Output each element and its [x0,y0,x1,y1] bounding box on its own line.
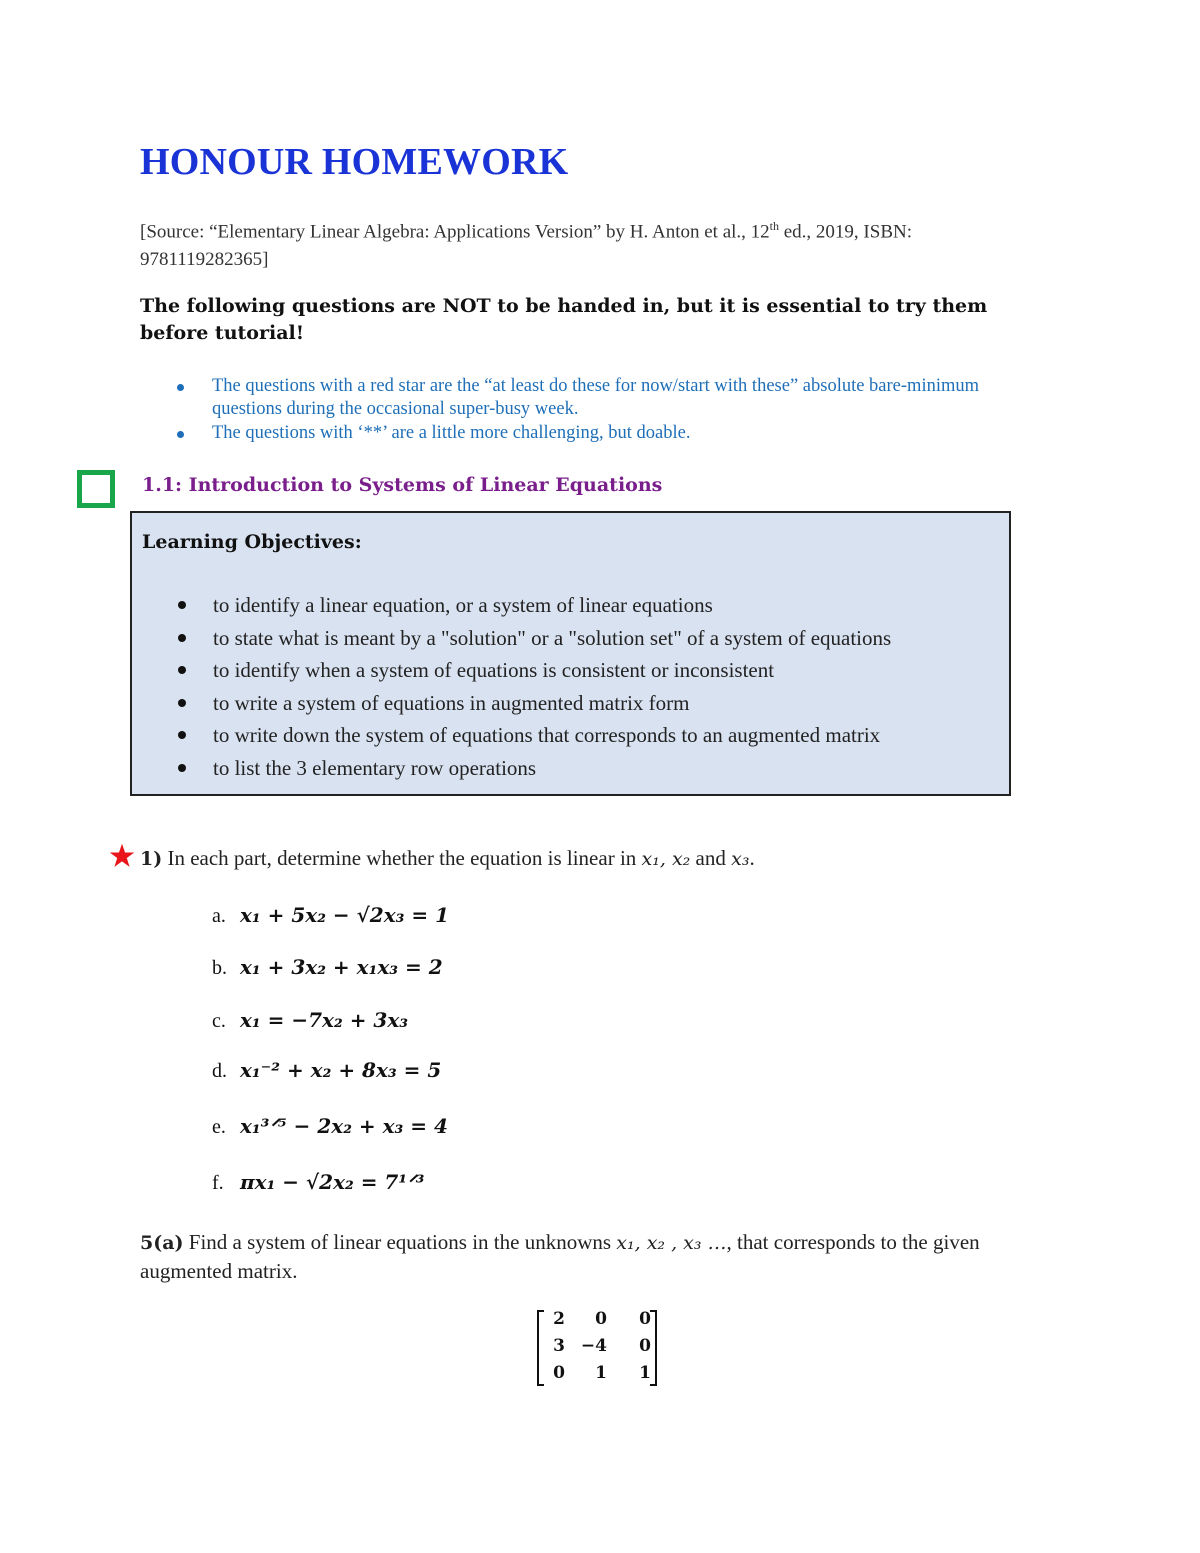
learning-objectives-box [130,511,1011,796]
question-1 [140,846,755,871]
question-part [212,1058,441,1083]
equation: x₁⁻² + x₂ + 8x₃ = 5 [240,1058,442,1082]
part-label: a. [212,905,226,927]
equation: πx₁ − √2x₂ = 7¹ᐟ³ [240,1170,425,1194]
list-item: to identify a linear equation, or a system of linear equations [142,589,891,622]
matrix-cell: 0 [553,1363,565,1383]
list-item: The questions with a red star are the “at least do these for now/start with these” absolute bare-minimum questions during the occasional super-busy week. [140,375,1040,421]
question-part [212,1008,408,1033]
list-item: to list the 3 elementary row operations [142,752,891,785]
list-item: The questions with ‘**’ are a little more challenging, but doable. [140,422,1040,445]
math-variable: x₃ [731,848,750,870]
equation: x₁ = −7x₂ + 3x₃ [240,1008,409,1032]
part-label: d. [212,1060,227,1082]
section-heading: 1.1: Introduction to Systems of Linear Equations [142,474,663,496]
page-title: HONOUR HOMEWORK [140,141,569,183]
question-text: and [690,846,732,870]
objectives-title: Learning Objectives: [142,531,362,553]
question-text: In each part, determine whether the equation is linear in [162,846,642,870]
source-superscript: th [769,219,779,233]
matrix-cell: −4 [580,1336,607,1356]
question-number: 1) [140,848,163,870]
question-part [212,1170,424,1195]
objectives-list [142,589,891,785]
source-text: [Source: “Elementary Linear Algebra: Applications Version” by H. Anton et al., 12 [140,221,770,243]
math-variables: x₁, x₂ [641,848,691,870]
section-checkbox[interactable] [77,470,115,508]
part-label: c. [212,1010,226,1032]
list-item: to write down the system of equations that corresponds to an augmented matrix [142,719,891,752]
matrix-cell: 1 [595,1363,607,1383]
matrix-cell: 0 [639,1309,651,1329]
question-text: . [749,846,755,870]
question-5a [140,1228,1040,1285]
matrix-cell: 1 [639,1363,651,1383]
list-item: to write a system of equations in augmented matrix form [142,687,891,720]
equation: x₁³ᐟ⁵ − 2x₂ + x₃ = 4 [240,1114,448,1138]
matrix-cell: 0 [639,1336,651,1356]
question-number: 5(a) [140,1232,184,1254]
matrix-cell: 3 [553,1336,565,1356]
question-part [212,903,449,928]
source-citation [140,212,970,274]
notice-text: The following questions are NOT to be handed in, but it is essential to try them before tutorial! [140,295,988,344]
question-part [212,955,443,980]
matrix-cell: 2 [553,1309,565,1329]
equation: x₁ + 5x₂ − √2x₃ = 1 [240,903,449,927]
question-text: , that corresponds to the given augmented matrix. [140,1230,980,1283]
matrix-cell: 0 [595,1309,607,1329]
question-part [212,1114,448,1139]
source-text-end: ed., 2019, ISBN: 9781119282365] [140,221,912,271]
list-item: to identify when a system of equations is consistent or inconsistent [142,654,891,687]
equation: x₁ + 3x₂ + x₁x₃ = 2 [240,955,443,979]
part-label: e. [212,1116,226,1138]
part-label: b. [212,957,227,979]
notes-list [140,375,1040,446]
augmented-matrix [535,1309,665,1387]
red-star-icon [108,842,136,870]
part-label: f. [212,1172,224,1194]
math-variables: x₁, x₂ , x₃ … [616,1232,727,1254]
question-text: Find a system of linear equations in the unknowns [183,1230,617,1254]
list-item: to state what is meant by a "solution" or a "solution set" of a system of equations [142,622,891,655]
